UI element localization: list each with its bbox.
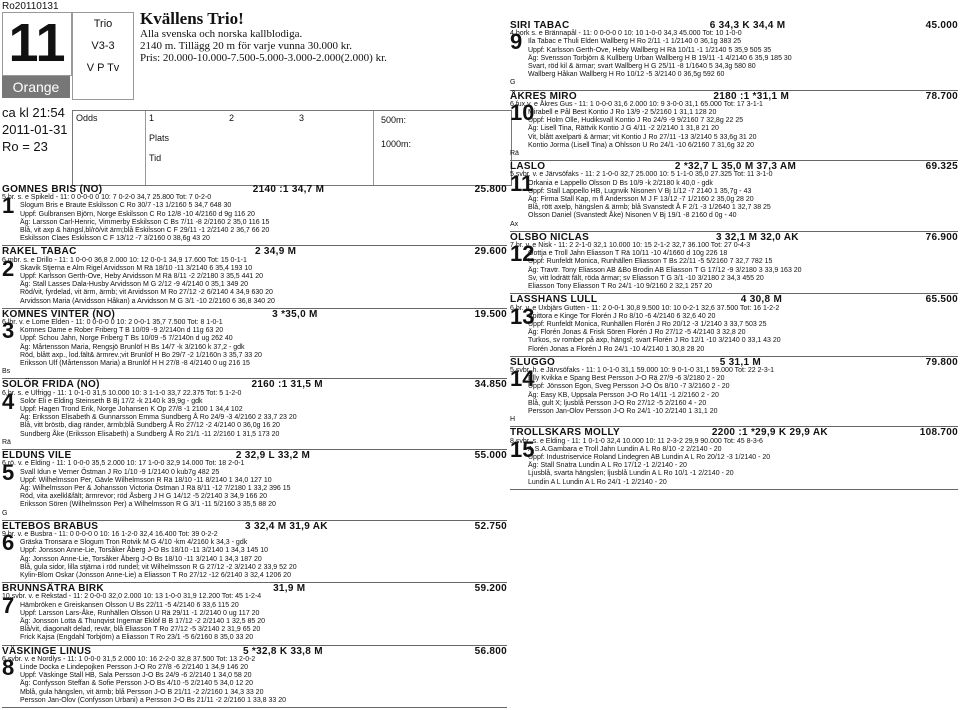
horse-money: 59.200 <box>474 583 507 595</box>
horse-name: ELDUNS VILE <box>2 450 72 462</box>
horse-detail-line: Uppf: Väskinge Stall HB, Sala Persson J-O Bs 24/9 -6 2/2140 1 34,0 58 20 <box>20 672 252 680</box>
horse-detail-line: Komnes Dame e Rober Friberg T B 10/09 -9 2/2140n d 11g 63 20 <box>20 327 224 335</box>
race-number-box <box>2 12 72 76</box>
horse-detail-line: Eriksson Ulf (Mårtensson Maria) a Brunlöf H H 27/8 -8 4/2140 0 ug 216 15 <box>20 360 250 368</box>
horse-record: 2 *32,7 L 35,0 M 37,3 AM <box>674 161 797 173</box>
start-number: 6 <box>2 530 15 556</box>
horse-info: 6,br. s. e Ulfrigg - 11: 1 0-1-0 31,5 10.000 10: 3 1-1-0 33,7 22.375 Tot: 5 1-2-0 <box>2 389 242 397</box>
horse-record: 2200 :1 *29,9 K 29,9 AK <box>711 427 828 439</box>
doc-id: Ro20110131 <box>2 1 59 12</box>
horse-detail-line: Röd/vit, fyrdelad, vit ärm, ärmb; vit Arvidsson M Ro 27/12 -2 6/2140 4 34,9 630 20 <box>20 289 273 297</box>
horse-record: 6 34,3 K 34,4 M <box>709 20 786 31</box>
prefix: Rä <box>2 438 11 446</box>
horse-detail-line: Äg: Stall Lasses Dala-Husby Arvidsson M G 2/12 -9 4/2140 0 35,1 349 20 <box>20 281 249 289</box>
horse-detail-line: Ila Tabac e Thuli Elden Wallberg H Ro 2/11 -1 1/2140 0 36,1g 383 25 <box>528 38 741 46</box>
horse-name: RAKEL TABAC <box>2 246 77 258</box>
horse-detail-line: Vit, blått axelparti & ärmar; vit Kontio J Ro 27/11 -13 3/2140 5 33,6g 31 20 <box>528 133 757 141</box>
horse-detail-line: Äg: Stall Snatra Lundin A L Ro 17/12 -1 2/2140 - 20 <box>528 462 687 470</box>
horse-detail-line: Äg: Larsson Carl-Henric, Vimmerby Eskilsson C Bs 7/11 -8 2/2160 2 35,0 116 15 <box>20 218 270 226</box>
prefix: H <box>510 416 516 424</box>
horse-name: ÅKRES MIRO <box>510 90 577 102</box>
horse-record: 31,9 M <box>273 583 306 595</box>
bet-type: V P Tv <box>86 62 120 74</box>
horse-name: SLUGGO <box>510 356 556 368</box>
horse-detail-line: Sv, vitt lodrätt fält, röda ärmar; sv Eliasson T G 3/1 -10 3/2180 2 34,3 455 20 <box>528 274 764 282</box>
horse-info: 5,svbr. v. e Järvsöfaks - 11: 2 1-0-0 32,7 25.000 10: 5 1-1-0 35,0 27.325 Tot: 11 3-1-0 <box>510 171 773 179</box>
right-column <box>510 22 958 492</box>
horse-info: 6,svbr. v. e Nordlys - 11: 1 0-0-0 31,5 2.000 10: 16 2-2-0 32,8 37.500 Tot: 13 2-0-2 <box>2 655 256 663</box>
tid-label: Tid <box>149 153 162 163</box>
horse-detail-line: Hämbröken e Greiskansen Olsson U Bs 22/11 -5 4/2140 6 33,6 115 20 <box>20 601 239 609</box>
start-number: 5 <box>2 459 15 485</box>
bet-type: Trio <box>93 18 113 30</box>
horse-entry <box>510 429 958 489</box>
prefix: Bs <box>2 368 11 376</box>
horse-detail-line: Gräska Tronsara e Slogum Tron Rotvik M G 4/10 -km 4/2160 k 34,3 - gdk <box>20 539 248 547</box>
horse-entry <box>2 585 507 645</box>
horse-detail-line: Äg: Wilhelmsson Per & Johansson Victoria Östman J Rä 8/11 -12 7/2180 1 33,2 396 15 <box>20 484 291 492</box>
horse-detail-line: Uppf: Wilhelmsson Per, Gävle Wilhelmsson R Rä 18/10 -11 8/2140 1 34,0 127 10 <box>20 476 272 484</box>
horse-entry <box>2 308 507 380</box>
horse-detail-line: Svall Idun e Verner Östman J Ro 1/10 -9 1/2140 0 kub7g 482 25 <box>20 468 220 476</box>
col-3: 3 <box>299 113 305 123</box>
col-1: 1 <box>149 113 155 123</box>
start-number: 9 <box>510 29 523 55</box>
horse-detail-line: Turkos, sv romber på axp, hängsl; svart Florén J Ro 12/1 -10 3/2140 0 33,1 43 20 <box>528 337 781 345</box>
horse-detail-line: Gottja e Troll Jahn Eliasson T Rä 10/11 -10 4/1660 d 10g 226 18 <box>528 250 728 258</box>
horse-detail-line: Blå/vit, diagonalt delad, revär, blå Eliasson T Ro 27/12 -5 3/2140 2 31,9 65 20 <box>20 626 261 634</box>
horse-name: LASSHANS LULL <box>510 294 598 306</box>
start-number: 1 <box>2 193 15 219</box>
horse-entry <box>2 381 507 450</box>
horse-record: 3 *35,0 M <box>272 308 318 320</box>
horse-record: 2 34,9 M <box>254 246 297 258</box>
race-type-box <box>72 12 134 100</box>
horse-detail-line: Uppf: Holm Olle, Hudiksvall Kontio J Ro 24/9 -9 9/2160 7 32,8g 22 25 <box>528 117 744 125</box>
start-number: 8 <box>2 654 15 680</box>
horse-detail-line: Äg: Firma Stall Kap, m fl Andersson M J F 13/12 -7 1/2160 2 35,0g 28 20 <box>528 196 754 204</box>
race-date: 2011-01-31 <box>2 122 68 137</box>
race-desc: Alla svenska och norska kallblodiga. <box>140 28 303 40</box>
horse-record: 2 32,9 L 33,2 M <box>235 450 311 462</box>
horse-detail-line: Röd, vita axelkl&fält; ärmrevor; röd Åsberg J H G 14/12 -5 2/2140 3 34,9 166 20 <box>20 493 268 501</box>
horse-info: 8,svbr. s. e Elding - 11: 1 0-1-0 32,4 10.000 10: 11 2-3-2 29,9 90.000 Tot: 45 8-3-6 <box>510 437 763 445</box>
m500-label: 500m: <box>381 115 407 125</box>
horse-money: 19.500 <box>474 308 507 320</box>
horse-detail-line: Uppf: Industriservice Roland Lindegren AB Lundin A L Ro 20/12 -3 1/2140 - 20 <box>528 453 771 461</box>
prefix: Rä <box>510 150 519 158</box>
horse-info: 6,fux v. e Åkres Gus - 11: 1 0-0-0 31,6 2.000 10: 9 3-0-0 31,1 65.000 Tot: 17 3-1-1 <box>510 100 763 108</box>
horse-detail-line: Blå, vitt bröstb, diag ränder, ärmb;blå Sundberg Å Ro 27/12 -2 4/2140 0 36,0g 16 20 <box>20 422 280 430</box>
horse-money: 55.000 <box>474 450 507 462</box>
horse-info: 4,bork s. e Brännapål - 11: 0 0-0-0 0 10: 10 1-0-0 34,3 45.000 Tot: 10 1-0-0 <box>510 30 742 38</box>
horse-info: 7,br. v. e Nisk - 11: 2 2-1-0 32,1 10.000 10: 15 2-1-2 32,7 36.100 Tot: 27 0-4-3 <box>510 242 751 250</box>
horse-detail-line: Äg: Lisell Tina, Rättvik Kontio J G 4/11 -2 2/2140 1 31,8 21 20 <box>528 125 719 133</box>
horse-money: 29.600 <box>474 246 507 258</box>
horse-detail-line: Sundberg Åke (Eriksson Elisabeth) a Sundberg Å Ro 21/1 -11 2/2160 1 31,5 173 20 <box>20 430 280 438</box>
horse-info: 5,svbr. h. e Järvsöfaks - 11: 1 0-1-0 31,1 59.000 10: 9 0-1-0 31,1 59.000 Tot: 22 2-3-1 <box>510 366 774 374</box>
horse-info: 6,br. v. e Uxbjärs Gutten - 11: 2 0-0-1 30,8 9.500 10: 10 0-2-1 32,6 37.500 Tot: 16 1-2-2 <box>510 304 780 312</box>
horse-detail-line: Arvidsson Maria (Arvidsson Håkan) a Arvidsson M G 3/1 -10 2/2160 6 36,8 340 20 <box>20 297 275 305</box>
horse-detail-line: Frick Kajsa (Engdahl Torbjörn) a Eliasson T Ro 23/1 -5 6/2160 8 35,0 33 20 <box>20 634 254 642</box>
horse-detail-line: Svart, röd kil & ärmar; svart Wallberg H G 25/11 -8 1/1640 5 34,3g 580 80 <box>528 63 756 71</box>
horse-money: 25.800 <box>474 184 507 195</box>
odds-label: Odds <box>76 113 98 123</box>
start-number: 11 <box>510 170 534 196</box>
horse-record: 4 30,8 M <box>740 294 783 306</box>
horse-detail-line: A.S.A.Gambara e Troll Jahn Lundin A L Ro 8/10 -2 2/2140 - 20 <box>528 445 722 453</box>
horse-detail-line: Äg: Confysson Steffan & Sofie Persson J-O Bs 4/10 -5 2/2140 5 34,0 12 20 <box>20 680 253 688</box>
horse-detail-line: Skavik Stjerna e Alm Rigel Arvidsson M Rä 18/10 -11 3/2140 6 35,4 193 10 <box>20 264 253 272</box>
horse-detail-line: Äg: Florén Jonas & Frisk Sören Florén J Ro 27/12 -5 4/2140 3 32,8 20 <box>528 329 746 337</box>
prefix: G <box>510 79 516 87</box>
horse-detail-line: Elly Kvikka e Spang Best Persson J-O Rä 27/9 -6 3/2180 2 - 20 <box>528 375 725 383</box>
horse-detail-line: Kontio Jorma (Lisell Tina) a Ohlsson U Ro 24/1 -10 6/2160 7 31,6g 32 20 <box>528 141 755 149</box>
horse-money: 52.750 <box>474 520 507 532</box>
horse-entry <box>2 186 507 246</box>
horse-detail-line: Uppf: Karlsson Gerth-Ove, Heby Arvidsson M Rä 8/11 -2 2/2180 3 35,5 441 20 <box>20 273 264 281</box>
horse-entry <box>510 22 958 91</box>
horse-name: LASLO <box>510 161 546 173</box>
horse-money: 69.325 <box>925 161 958 173</box>
horse-detail-line: Uppf: Runfeldt Monica, Runhällen Eliasson T Bs 22/11 -5 5/2160 7 32,7 782 15 <box>528 258 773 266</box>
horse-record: 5 31,1 M <box>719 356 762 368</box>
horse-name: TROLLSKARS MOLLY <box>510 427 620 439</box>
horse-detail-line: Uppf: Jönsson Egon, Sveg Persson J-O Ös 8/10 -7 3/2160 2 - 20 <box>528 383 730 391</box>
horse-name: ELTEBOS BRABUS <box>2 520 99 532</box>
horse-info: 5,br. s. e Spikeld - 11: 0 0-0-0 0 10: 7 0-2-0 34,7 25.800 Tot: 7 0-2-0 <box>2 194 212 202</box>
horse-money: 76.900 <box>925 231 958 243</box>
horse-record: 2160 :1 31,5 M <box>251 379 323 391</box>
horse-entry <box>510 90 958 162</box>
horse-detail-line: Äg: Jonsson Lotta & Thunqvist Ingemar Eklöf B B 17/12 -2 2/2140 1 32,5 85 20 <box>20 617 266 625</box>
horse-entry <box>2 452 507 521</box>
horse-detail-line: Orkania e Lappello Olsson D Bs 10/9 -k 2/2180 k 40,0 - gdk <box>528 179 713 187</box>
horse-entry <box>510 356 958 428</box>
m1000-label: 1000m: <box>381 139 412 149</box>
horse-info: 6,lbr. v. e Lome Elden - 11: 0 0-0-0 0 10: 2 0-0-1 35,7 7.500 Tot: 8 1-0-1 <box>2 319 223 327</box>
horse-detail-line: Äg: Easy KB, Uppsala Persson J-O Ro 14/11 -1 2/2160 2 - 20 <box>528 391 719 399</box>
horse-name: BRUNNSÄTRA BIRK <box>2 583 104 595</box>
start-number: 4 <box>2 388 15 414</box>
left-column <box>2 186 507 710</box>
horse-entry <box>2 248 507 308</box>
race-color: Orange <box>2 76 70 98</box>
horse-name: GOMNES BRIS (NO) <box>2 184 103 195</box>
horse-record: 3 32,4 M 31,9 AK <box>245 520 328 532</box>
horse-record: 2140 :1 34,7 M <box>252 184 325 195</box>
horse-name: KOMNES VINTER (NO) <box>2 308 116 320</box>
race-title: Kvällens Trio! <box>140 9 244 28</box>
horse-detail-line: Äg: Mårtensson Maria, Rengsjö Brunlöf H Bs 14/7 -k 3/2160 k 37,2 - gdk <box>20 343 245 351</box>
horse-record: 3 32,1 M 32,0 AK <box>715 231 799 243</box>
horse-detail-line: Linde Docka e Lindepojken Persson J-O Ro 27/8 -6 2/2140 1 34,9 146 20 <box>20 663 249 671</box>
horse-money: 78.700 <box>925 90 958 102</box>
start-number: 3 <box>2 318 15 344</box>
prefix: G <box>2 509 8 517</box>
horse-name: SOLÖR FRIDA (NO) <box>2 379 100 391</box>
horse-money: 79.800 <box>925 356 958 368</box>
horse-detail-line: Spittora e Kinge Tor Florén J Ro 8/10 -6 4/2140 6 32,6 40 20 <box>528 312 716 320</box>
horse-detail-line: Lundin A L Lundin A L Ro 24/1 -1 2/2140 - 20 <box>528 478 667 486</box>
horse-record: 2180 :1 *31,1 M <box>713 90 790 102</box>
horse-detail-line: Uppf: Karlsson Gerth-Ove, Heby Wallberg H Rä 10/11 -1 1/2140 5 35,9 505 35 <box>528 46 772 54</box>
horse-money: 34.850 <box>474 379 507 391</box>
horse-detail-line: Uppf: Stall Lappello HB, Lugnvik Nisonen V Bj 1/12 -7 2140 1 35,7g - 43 <box>528 187 752 195</box>
horse-detail-line: Persson Jan-Olov Persson J-O Ro 24/1 -10 2/2140 1 31,1 20 <box>528 407 718 415</box>
horse-entry <box>510 231 958 294</box>
horse-detail-line: Kylin-Blom Oskar (Jonsson Anne-Lie) a Eliasson T Ro 27/12 -12 6/2140 3 32,4 1206 20 <box>20 571 291 579</box>
horse-info: 6,rö. v. e Elding - 11: 1 0-0-0 35,5 2.000 10: 17 1-0-0 32,9 14.000 Tot: 18 2-0-1 <box>2 460 245 468</box>
start-number: 15 <box>510 436 535 462</box>
race-prize: Pris: 20.000-10.000-7.500-5.000-3.000-2.000(2.000) kr. <box>140 52 387 64</box>
horse-detail-line: Uppf: Larsson Lars-Åke, Runhällen Olsson U Rä 29/11 -1 2/2140 0 ug 117 20 <box>20 609 260 617</box>
race-ro: Ro = 23 <box>2 139 48 154</box>
horse-money: 108.700 <box>919 427 958 439</box>
horse-entry <box>510 296 958 356</box>
race-number: 11 <box>8 13 66 73</box>
odds-table <box>72 110 512 186</box>
horse-info: 9,br. v. e Busbra - 11: 0 0-0-0 0 10: 16 1-2-0 32,4 16.400 Tot: 39 0-2-2 <box>2 530 218 538</box>
horse-detail-line: Florén Jonas a Florén J Ro 24/1 -10 4/2140 1 30,8 28 20 <box>528 345 705 353</box>
horse-detail-line: Äg: Svensson Torbjörn & Kullberg Urban Wallberg H B 19/11 -1 4/2140 6 35,9 185 30 <box>528 54 792 62</box>
horse-detail-line: Blå, gult X; ljusblå Persson J-O Ro 27/12 -5 2/2160 4 - 20 <box>528 399 707 407</box>
horse-detail-line: Blå, rött axelp, hängslen & ärmb; blå Svanstedt Å F 2/1 -3 1/2640 1 32,7 38 25 <box>528 204 771 212</box>
bet-type: V3-3 <box>91 40 115 52</box>
horse-detail-line: Uppf: Jonsson Anne-Lie, Torsåker Åberg J-O Bs 18/10 -11 3/2140 1 34,3 145 10 <box>20 547 269 555</box>
horse-entry <box>510 163 958 232</box>
horse-detail-line: Uppf: Runfeldt Monica, Runhällen Florén J Ro 20/12 -3 1/2140 3 33,7 503 25 <box>528 320 767 328</box>
start-number: 2 <box>2 255 15 281</box>
horse-name: SIRI TABAC <box>510 20 570 31</box>
horse-detail-line: Uppf: Hagen Trond Erik, Norge Johansen K Op 27/8 -1 2100 1 34,4 102 <box>20 406 243 414</box>
horse-info: 6,mbr. s. e Drillo - 11: 1 0-0-0 36,8 2.000 10: 12 0-0-1 34,9 17.600 Tot: 15 0-1-1 <box>2 256 247 264</box>
horse-name: OLSBO NICLAS <box>510 231 590 243</box>
plats-label: Plats <box>149 133 170 143</box>
horse-detail-line: Uppf: Gulbransen Björn, Norge Eskilsson C Ro 12/8 -10 4/2160 d 9g 116 20 <box>20 210 255 218</box>
horse-entry <box>2 520 507 583</box>
race-time: ca kl 21:54 <box>2 105 65 120</box>
horse-money: 45.000 <box>925 20 958 31</box>
horse-detail-line: Äg: Jonsson Anne-Lie, Torsåker Åberg J-O Bs 18/10 -11 3/2140 1 34,3 187 20 <box>20 555 262 563</box>
horse-detail-line: Blå, vit axp & hängsl,bl/rö/vit ärm;blå Eskilsson C F 29/11 -1 2/2140 2 36,7 66 20 <box>20 227 270 235</box>
horse-detail-line: Slogum Bris e Braute Eskilsson C Ro 30/7 -13 1/2160 5 34,7 648 30 <box>20 202 232 210</box>
start-number: 12 <box>510 241 535 267</box>
horse-money: 56.800 <box>474 645 507 657</box>
start-number: 10 <box>510 100 535 126</box>
horse-detail-line: Äg: Travtr. Tony Eliasson AB &Bo Brodin AB Eliasson T G 17/12 -9 3/2180 3 33,9 163 20 <box>528 266 802 274</box>
horse-detail-line: Röd, blått axp., lod.fält& ärmrev.;vit Brunlöf H Bo 29/7 -2 1/2160n 3 35,7 33 20 <box>20 351 262 359</box>
horse-detail-line: Mblå, gula hängslen, vit ärmb; blå Persson J-O B 21/11 -2 2/2160 1 34,3 33 20 <box>20 688 264 696</box>
horse-money: 65.500 <box>925 294 958 306</box>
race-desc: 2140 m. Tillägg 20 m för varje vunna 30.000 kr. <box>140 40 353 52</box>
horse-detail-line: Blå, gula sidor, lilla stjärna i röd rundel; vit Wilhelmsson R G 27/12 -2 3/2140 2 33,9 52 20 <box>20 563 297 571</box>
horse-detail-line: Wallberg Håkan Wallberg H Ro 10/12 -5 3/2140 0 36,5g 592 60 <box>528 71 725 79</box>
horse-name: VÄSKINGE LINUS <box>2 645 92 657</box>
col-2: 2 <box>229 113 235 123</box>
start-number: 14 <box>510 366 535 392</box>
horse-detail-line: Mirabell e Pål Best Kontio J Ro 13/9 -2 5/2160 1 31,1 128 20 <box>528 109 717 117</box>
horse-detail-line: Eliasson Tony Eliasson T Ro 24/1 -10 9/2160 2 32,1 257 20 <box>528 283 713 291</box>
horse-detail-line: Äg: Eriksson Elisabeth & Gunnarsson Emma Sundberg Å Ro 24/9 -3 4/2160 2 33,7 23 20 <box>20 414 297 422</box>
race-header <box>140 10 400 64</box>
prefix: Ax <box>510 220 519 228</box>
horse-detail-line: Uppf: Schou Jahn, Norge Friberg T Bs 10/09 -5 7/2140n d ug 262 40 <box>20 335 233 343</box>
race-time-info <box>2 104 68 155</box>
horse-info: 10,svbr. v. e Rekstad - 11: 2 0-0-0 32,0 2.000 10: 13 1-0-0 31,9 12.200 Tot: 45 1-2-4 <box>2 593 262 601</box>
horse-detail-line: Eskilsson Claes Eskilsson C F 13/12 -7 3/2160 0 38,6g 43 20 <box>20 235 210 243</box>
horse-detail-line: Ljusblå, svarta hängslen; ljusblå Lundin A L Ro 10/1 -1 2/2140 - 20 <box>528 470 734 478</box>
start-number: 13 <box>510 303 535 329</box>
horse-entry <box>2 645 507 708</box>
horse-detail-line: Persson Jan-Olov (Confysson Urbani) a Persson J-O Bs 21/11 -2 2/2160 1 33,8 33 20 <box>20 696 287 704</box>
start-number: 7 <box>2 592 15 618</box>
horse-detail-line: Olsson Daniel (Svanstedt Åke) Nisonen V Bj 19/1 -8 2160 d 0g - 40 <box>528 212 737 220</box>
horse-detail-line: Solör Eli e Elding Steinseth B Bj 17/2 -k 2140 k 39,9g - gdk <box>20 397 203 405</box>
horse-record: 5 *32,8 K 33,8 M <box>242 645 323 657</box>
horse-detail-line: Eriksson Sören (Wilhelmsson Per) a Wilhelmsson R G 3/1 -11 5/2160 3 35,5 88 20 <box>20 501 276 509</box>
